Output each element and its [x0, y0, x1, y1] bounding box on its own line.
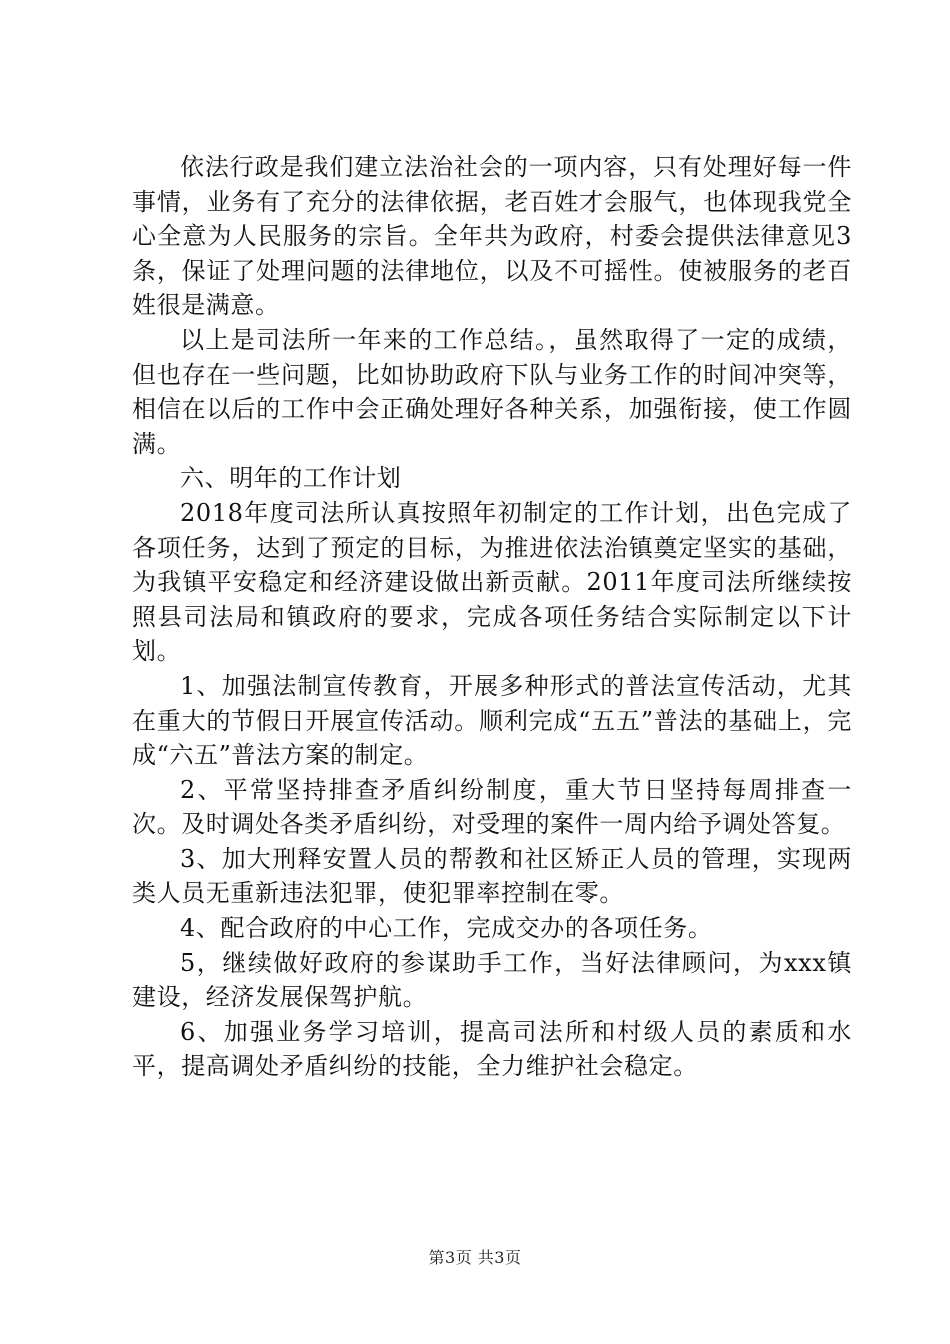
plan-item-4: 4、配合政府的中心工作，完成交办的各项任务。: [180, 914, 713, 943]
plan-item-3: 3、加大刑释安置人员的帮教和社区矫正人员的管理，实现两类人员无重新违法犯罪，使犯罪率控制在零。: [132, 844, 852, 908]
paragraph-plan-intro: 2018年度司法所认真按照年初制定的工作计划，出色完成了各项任务，达到了预定的目标，为推进依法治镇奠定坚实的基础，为我镇平安稳定和经济建设做出新贡献。2011年度司法所继续按照县司法局和镇政府的要求，完成各项任务结合实际制定以下计划。: [132, 498, 852, 666]
section-heading-next-year-plan: 六、明年的工作计划: [180, 464, 402, 493]
document-body: [132, 150, 852, 1084]
paragraph-summary-conclusion: 以上是司法所一年来的工作总结。，虽然取得了一定的成绩，但也存在一些问题，比如协助政府下队与业务工作的时间冲突等，相信在以后的工作中会正确处理好各种关系，加强衔接，使工作圆满。: [132, 325, 852, 458]
plan-item-1: 1、加强法制宣传教育，开展多种形式的普法宣传活动，尤其在重大的节假日开展宣传活动。顺利完成“五五”普法的基础上，完成“六五”普法方案的制定。: [132, 671, 852, 770]
plan-item-6: 6、加强业务学习培训，提高司法所和村级人员的素质和水平，提高调处矛盾纠纷的技能，全力维护社会稳定。: [132, 1017, 852, 1081]
paragraph-rule-of-law-administration: 依法行政是我们建立法治社会的一项内容，只有处理好每一件事情，业务有了充分的法律依据，老百姓才会服气，也体现我党全心全意为人民服务的宗旨。全年共为政府，村委会提供法律意见3条，保证了处理问题的法律地位，以及不可摇性。使被服务的老百姓很是满意。: [132, 153, 852, 320]
page-number-footer: 第3页 共3页: [428, 1248, 522, 1267]
plan-item-2: 2、平常坚持排查矛盾纠纷制度，重大节日坚持每周排查一次。及时调处各类矛盾纠纷，对受理的案件一周内给予调处答复。: [132, 775, 852, 839]
plan-item-5: 5，继续做好政府的参谋助手工作，当好法律顾问，为xxx镇建设，经济发展保驾护航。: [132, 948, 852, 1012]
